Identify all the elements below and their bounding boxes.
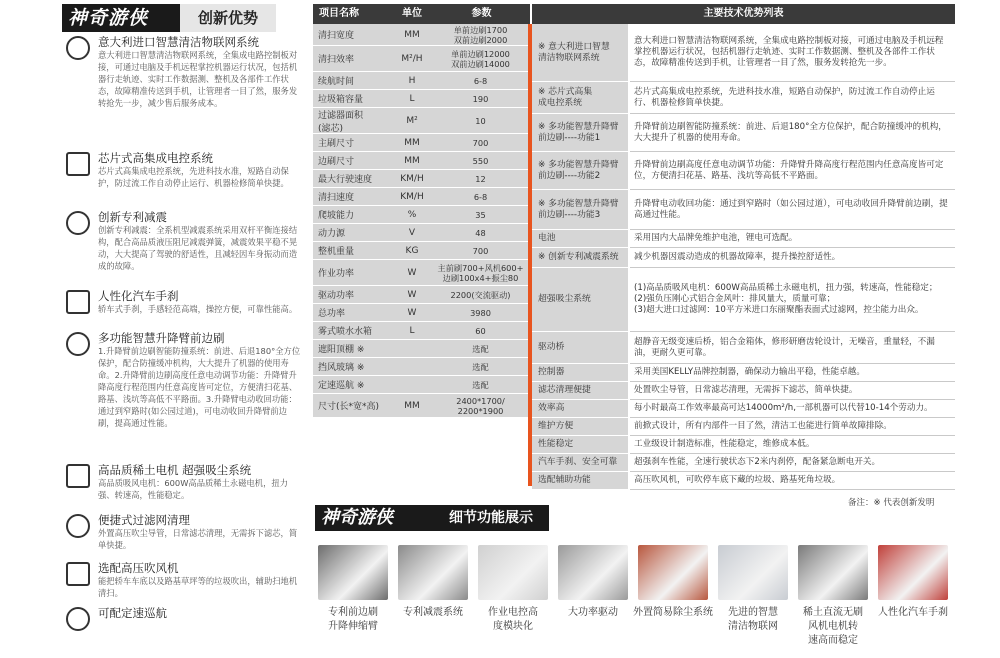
advantage-name: ※ 意大利进口智慧 清洁物联网系统 [532, 24, 628, 81]
spec-unit: M²/H [391, 46, 433, 71]
spec-param: 190 [433, 90, 528, 107]
filter-icon [66, 514, 90, 538]
advantage-desc: (1)高品质吸风电机：600W高品质稀土永磁电机，扭力强，转速高，性能稳定； (2)强负压刚心式铝合金风叶：排风量大，质量可靠； (3)超大进口过滤网：10平方米进口东丽聚酯表面式过滤网，控尘能力出众。 [630, 268, 955, 331]
spec-unit: % [391, 206, 433, 223]
detail-photo-3 [558, 545, 628, 600]
spec-name: 尺寸(长*宽*高) [313, 394, 391, 417]
detail-caption-3: 大功率驱动 [568, 607, 618, 618]
spec-unit: L [391, 322, 433, 339]
spec-param: 3980 [433, 304, 528, 321]
gauge-icon [66, 607, 90, 631]
feature-title: 选配高压吹风机 [98, 561, 179, 575]
spec-param: 700 [433, 242, 528, 259]
spec-param: 主前刷700+风机600+ 边刷100x4+振尘80 [433, 260, 528, 285]
advantage-desc: 升降臂前边刷高度任意电动调节功能：升降臂升降高度行程范围内任意高度皆可定位，方便清扫花基、路基、浅坑等高低不平路面。 [630, 152, 955, 189]
spec-param: 48 [433, 224, 528, 241]
spec-name: 遮阳顶棚 ※ [313, 340, 391, 357]
spec-unit: MM [391, 394, 433, 417]
feature-title: 高品质稀土电机 超强吸尘系统 [98, 463, 252, 477]
spec-unit: W [391, 304, 433, 321]
advantage-desc: 升降臂前边刷智能防撞系统：前进、后退180°全方位保护，配合防撞缓冲的机构，大大提升了机器的使用寿命。 [630, 114, 955, 151]
advantage-name: 维护方便 [532, 418, 628, 435]
spec-unit [391, 340, 433, 357]
table-header-2: 参数 [433, 4, 530, 24]
advantage-desc: 减少机器因震动造成的机器故障率，提升操控舒适性。 [630, 248, 955, 267]
detail-caption-1: 专利减震系统 [403, 607, 463, 618]
spec-param: 2400*1700/ 2200*1900 [433, 394, 528, 417]
chip-icon [66, 152, 90, 176]
detail-photo-6 [798, 545, 868, 600]
spec-unit: W [391, 260, 433, 285]
globe-icon [66, 36, 90, 60]
spec-unit: V [391, 224, 433, 241]
spec-name: 边刷尺寸 [313, 152, 391, 169]
feature-title: 芯片式高集成电控系统 [98, 151, 213, 165]
spec-param: 选配 [433, 340, 528, 357]
spec-param: 单前边刷12000 双前边刷14000 [433, 46, 528, 71]
spec-unit: KM/H [391, 188, 433, 205]
advantage-desc: 工业级设计制造标准，性能稳定，维修成本低。 [630, 436, 955, 453]
motor-icon [66, 464, 90, 488]
shock-icon [66, 211, 90, 235]
advantage-name: 汽车手刹、安全可靠 [532, 454, 628, 471]
left-panel [0, 0, 305, 658]
spec-unit: KG [391, 242, 433, 259]
advantage-name: 控制器 [532, 364, 628, 381]
spec-unit: L [391, 90, 433, 107]
advantage-name: 选配辅助功能 [532, 472, 628, 489]
detail-caption-6: 稀土直流无刷 风机电机转 速高而稳定 [803, 607, 863, 646]
spec-param: 6-8 [433, 72, 528, 89]
feature-desc: 能把轿车车底以及路基草坪等的垃圾吹出，辅助扫地机清扫。 [98, 576, 298, 598]
advantage-name: 超强吸尘系统 [532, 268, 628, 331]
advantage-name: ※ 多功能智慧升降臂 前边刷----功能2 [532, 152, 628, 189]
spec-name: 爬坡能力 [313, 206, 391, 223]
spec-name: 挡风玻璃 ※ [313, 358, 391, 375]
detail-caption-4: 外置简易除尘系统 [633, 607, 713, 618]
feature-title: 意大利进口智慧清洁物联网系统 [98, 35, 259, 49]
spec-name: 最大行驶速度 [313, 170, 391, 187]
detail-photo-7 [878, 545, 948, 600]
advantage-desc: 超静音无级变速后桥，铝合金箱体，修形研磨齿轮设计，无噪音，重量轻，不漏油，更耐久更可靠。 [630, 332, 955, 363]
advantage-name: ※ 芯片式高集 成电控系统 [532, 82, 628, 113]
spec-param: 12 [433, 170, 528, 187]
advantage-desc: 升降臂电动收回功能：通过到窄路时（如公园过道），可电动收回升降臂前边刷，提高通过性能。 [630, 190, 955, 229]
spec-name: 清扫速度 [313, 188, 391, 205]
detail-photo-2 [478, 545, 548, 600]
feature-desc: 外置高压吹尘导管，日常滤芯清理，无需拆下滤芯，简单快捷。 [98, 528, 298, 550]
brush-icon [66, 332, 90, 356]
detail-photo-4 [638, 545, 708, 600]
spec-param: 选配 [433, 358, 528, 375]
banner-subtitle: 创新优势 [180, 4, 276, 32]
advantage-name: 性能稳定 [532, 436, 628, 453]
detail-caption-2: 作业电控高 度模块化 [488, 607, 538, 632]
spec-param: 选配 [433, 376, 528, 393]
advantage-name: ※ 多功能智慧升降臂 前边刷----功能3 [532, 190, 628, 229]
detail-banner-title: 神奇游侠 [315, 505, 433, 531]
spec-name: 动力源 [313, 224, 391, 241]
table-header-0: 项目名称 [313, 4, 391, 24]
detail-photo-0 [318, 545, 388, 600]
advantage-desc: 采用美国KELLY品牌控制器，确保动力输出平稳，性能卓越。 [630, 364, 955, 381]
advantage-desc: 前掀式设计，所有内部件一目了然，清洁工也能进行简单故障排除。 [630, 418, 955, 435]
spec-unit: W [391, 286, 433, 303]
feature-title: 便捷式过滤网清理 [98, 513, 190, 527]
feature-title: 多功能智慧升降臂前边刷 [98, 331, 225, 345]
table-header-3: 主要技术优势列表 [532, 4, 955, 24]
detail-banner-subtitle: 细节功能展示 [433, 505, 549, 531]
feature-title: 可配定速巡航 [98, 606, 167, 620]
advantage-desc: 高压吹风机，可吹停车底下藏的垃圾、路基死角垃圾。 [630, 472, 955, 489]
spec-param: 60 [433, 322, 528, 339]
spec-unit: M² [391, 108, 433, 133]
spec-name: 雾式喷水水箱 [313, 322, 391, 339]
spec-param: 700 [433, 134, 528, 151]
brake-icon [66, 290, 90, 314]
feature-desc: 高品质吸风电机：600W高品质稀土永磁电机，扭力强、转速高，性能稳定。 [98, 478, 288, 500]
spec-unit: MM [391, 134, 433, 151]
fan-icon [66, 562, 90, 586]
spec-name: 清扫宽度 [313, 24, 391, 45]
advantage-name: ※ 多功能智慧升降臂 前边刷----功能1 [532, 114, 628, 151]
spec-name: 主刷尺寸 [313, 134, 391, 151]
detail-caption-5: 先进的智慧 清洁物联网 [728, 607, 778, 632]
advantage-desc: 意大利进口智慧清洁物联网系统，全集成电路控制板对接，可通过电脑及手机远程掌控机器运行状况，包括机器行走轨迹、实时工作数据测、整机及各部件工作状态，故障精准传送到手机，让管理者一目了然，服务发转抢先一步。 [630, 24, 955, 81]
feature-desc: 意大利进口智慧清洁物联网系统，全集成电路控制板对接，可通过电脑及手机远程掌控机器运行状况，包括机器行走轨迹、实时工作数据测、整机及各部件工作状态，故障精准传送到手机，让管理者一目了然，服务发转抢先一步，减少售后服务成本。 [98, 50, 298, 108]
spec-param: 2200(交流驱动) [433, 286, 528, 303]
feature-desc: 1.升降臂前边刷智能防撞系统：前进、后退180°全方位保护，配合防撞缓冲机构，大大提升了机器的使用寿命。2.升降臂前边刷高度任意电动调节功能：升降臂升降高度行程范围内任意高度皆可定位，方便清扫花基、路基、浅坑等高低不平路面。3.升降臂电动收回功能：通过到窄路时(如公园过道)，可电动收回升降臂前边刷，提高通过性能。 [98, 346, 301, 428]
advantage-desc: 每小时最高工作效率最高可达14000m²/h,一部机器可以代替10-14个劳动力。 [630, 400, 955, 417]
spec-name: 过滤器面积 (滤芯) [313, 108, 391, 133]
advantage-name: ※ 创新专利减震系统 [532, 248, 628, 267]
advantage-name: 电池 [532, 230, 628, 247]
spec-name: 作业功率 [313, 260, 391, 285]
detail-photo-5 [718, 545, 788, 600]
advantage-desc: 采用国内大品牌免维护电池，锂电可选配。 [630, 230, 955, 247]
spec-name: 定速巡航 ※ [313, 376, 391, 393]
spec-name: 续航时间 [313, 72, 391, 89]
table-note: 备注：※ 代表创新发明 [848, 498, 935, 508]
spec-param: 6-8 [433, 188, 528, 205]
spec-param: 单前边刷1700 双前边刷2000 [433, 24, 528, 45]
spec-name: 整机重量 [313, 242, 391, 259]
spec-unit: KM/H [391, 170, 433, 187]
advantage-name: 滤芯清理便捷 [532, 382, 628, 399]
feature-desc: 创新专利减震：全系机型减震系统采用双杆平衡连接结构，配合高品质液压阻尼减震弹簧，减震效果平稳不晃动，大大提高了驾驶的舒适性，且减轻因车身振动而造成的故障。 [98, 225, 298, 271]
advantage-desc: 处置吹尘导管，日常滤芯清理，无需拆下滤芯，简单快捷。 [630, 382, 955, 399]
feature-title: 人性化汽车手刹 [98, 289, 179, 303]
spec-name: 清扫效率 [313, 46, 391, 71]
advantage-name: 驱动桥 [532, 332, 628, 363]
banner-title: 神奇游侠 [62, 4, 180, 32]
detail-photo-1 [398, 545, 468, 600]
spec-param: 35 [433, 206, 528, 223]
advantage-desc: 超强刹车性能，全速行驶状态下2米内刹停，配备紧急断电开关。 [630, 454, 955, 471]
spec-unit [391, 376, 433, 393]
spec-unit: H [391, 72, 433, 89]
innovation-banner [62, 4, 276, 32]
feature-desc: 轿车式手刹，手感轻范高端，操控方便，可靠性能高。 [98, 304, 298, 314]
advantage-name: 效率高 [532, 400, 628, 417]
spec-param: 550 [433, 152, 528, 169]
spec-unit: MM [391, 24, 433, 45]
spec-name: 驱动功率 [313, 286, 391, 303]
detail-banner [315, 505, 549, 531]
spec-unit: MM [391, 152, 433, 169]
feature-desc: 芯片式高集成电控系统，先进科技水准，短路自动保护，防过流工作自动停止运行、机器检修简单快捷。 [98, 166, 289, 188]
row-line [630, 489, 955, 490]
spec-param: 10 [433, 108, 528, 133]
advantage-desc: 芯片式高集成电控系统，先进科技水准，短路自动保护，防过流工作自动停止运行、机器检修简单快捷。 [630, 82, 955, 113]
feature-title: 创新专利减震 [98, 210, 167, 224]
detail-caption-0: 专利前边刷 升降伸缩臂 [328, 607, 378, 632]
detail-caption-7: 人性化汽车手刹 [878, 607, 948, 618]
spec-name: 垃圾箱容量 [313, 90, 391, 107]
spec-unit [391, 358, 433, 375]
table-header-1: 单位 [391, 4, 433, 24]
spec-name: 总功率 [313, 304, 391, 321]
